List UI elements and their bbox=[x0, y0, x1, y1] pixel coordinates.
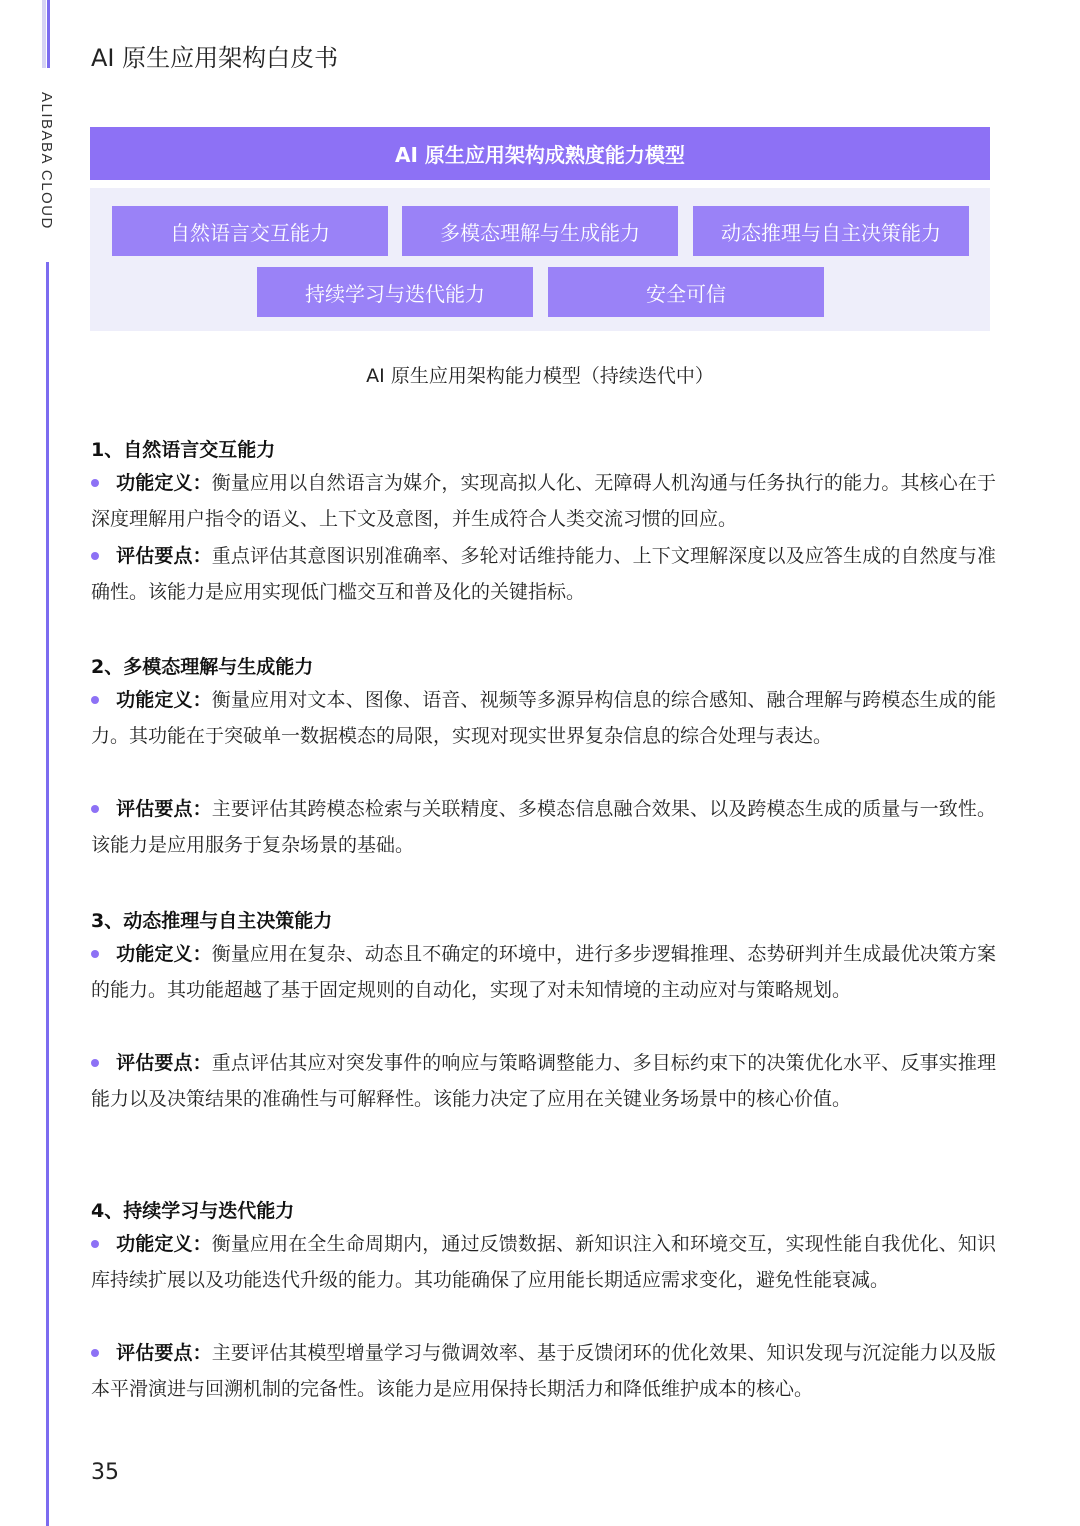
figure-caption: AI 原生应用架构能力模型（持续迭代中） bbox=[366, 365, 714, 387]
page-number: 35 bbox=[91, 1460, 119, 1485]
evaluation-paragraph bbox=[91, 791, 996, 864]
bullet-dot bbox=[91, 479, 99, 487]
evaluation-paragraph bbox=[91, 538, 996, 611]
capability-box-reasoning: 动态推理与自主决策能力 bbox=[693, 206, 969, 256]
evaluation-text: 主要评估其跨模态检索与关联精度、多模态信息融合效果、以及跨模态生成的质量与一致性。该能力是应用服务于复杂场景的基础。 bbox=[91, 798, 996, 857]
definition-paragraph bbox=[91, 936, 996, 1009]
definition-text: 衡量应用以自然语言为媒介，实现高拟人化、无障碍人机沟通与任务执行的能力。其核心在于深度理解用户指令的语义、上下文及意图，并生成符合人类交流习惯的回应。 bbox=[91, 472, 996, 531]
evaluation-paragraph bbox=[91, 1045, 996, 1118]
bullet-dot bbox=[91, 1059, 99, 1067]
evaluation-paragraph bbox=[91, 1335, 996, 1408]
capability-box-security: 安全可信 bbox=[548, 267, 824, 317]
section-title: 4、持续学习与迭代能力 bbox=[91, 1200, 295, 1222]
left-accent-bar-top bbox=[42, 0, 46, 68]
definition-text: 衡量应用在复杂、动态且不确定的环境中，进行多步逻辑推理、态势研判并生成最优决策方案的能力。其功能超越了基于固定规则的自动化，实现了对未知情境的主动应对与策略规划。 bbox=[91, 943, 996, 1002]
definition-label: 功能定义： bbox=[116, 1233, 212, 1255]
model-diagram-body bbox=[90, 188, 990, 331]
left-accent-bar-bottom bbox=[46, 262, 49, 1526]
definition-label: 功能定义： bbox=[116, 943, 212, 965]
bullet-dot bbox=[91, 552, 99, 560]
evaluation-text: 重点评估其意图识别准确率、多轮对话维持能力、上下文理解深度以及应答生成的自然度与准确性。该能力是应用实现低门槛交互和普及化的关键指标。 bbox=[91, 545, 996, 604]
bullet-dot bbox=[91, 805, 99, 813]
section-title: 2、多模态理解与生成能力 bbox=[91, 656, 314, 678]
evaluation-label: 评估要点： bbox=[116, 1342, 212, 1364]
evaluation-label: 评估要点： bbox=[116, 1052, 212, 1074]
definition-text: 衡量应用对文本、图像、语音、视频等多源异构信息的综合感知、融合理解与跨模态生成的能力。其功能在于突破单一数据模态的局限，实现对现实世界复杂信息的综合处理与表达。 bbox=[91, 689, 996, 748]
bullet-dot bbox=[91, 696, 99, 704]
capability-box-learning: 持续学习与迭代能力 bbox=[257, 267, 533, 317]
bullet-dot bbox=[91, 950, 99, 958]
bullet-dot bbox=[91, 1349, 99, 1357]
model-diagram-title: AI 原生应用架构成熟度能力模型 bbox=[90, 127, 990, 180]
definition-paragraph bbox=[91, 682, 996, 755]
definition-text: 衡量应用在全生命周期内，通过反馈数据、新知识注入和环境交互，实现性能自我优化、知识库持续扩展以及功能迭代升级的能力。其功能确保了应用能长期适应需求变化，避免性能衰减。 bbox=[91, 1233, 996, 1292]
evaluation-label: 评估要点： bbox=[116, 545, 212, 567]
definition-label: 功能定义： bbox=[116, 472, 212, 494]
bullet-dot bbox=[91, 1240, 99, 1248]
definition-paragraph bbox=[91, 1226, 996, 1299]
evaluation-label: 评估要点： bbox=[116, 798, 212, 820]
definition-label: 功能定义： bbox=[116, 689, 212, 711]
section-title: 1、自然语言交互能力 bbox=[91, 439, 276, 461]
evaluation-text: 主要评估其模型增量学习与微调效率、基于反馈闭环的优化效果、知识发现与沉淀能力以及版本平滑演进与回溯机制的完备性。该能力是应用保持长期活力和降低维护成本的核心。 bbox=[91, 1342, 996, 1401]
capability-box-multimodal: 多模态理解与生成能力 bbox=[402, 206, 678, 256]
evaluation-text: 重点评估其应对突发事件的响应与策略调整能力、多目标约束下的决策优化水平、反事实推理能力以及决策结果的准确性与可解释性。该能力决定了应用在关键业务场景中的核心价值。 bbox=[91, 1052, 996, 1111]
definition-paragraph bbox=[91, 465, 996, 538]
section-title: 3、动态推理与自主决策能力 bbox=[91, 910, 333, 932]
brand-vertical-text: ALIBABA CLOUD bbox=[38, 92, 55, 230]
capability-box-nlp: 自然语言交互能力 bbox=[112, 206, 388, 256]
document-title: AI 原生应用架构白皮书 bbox=[91, 44, 339, 72]
